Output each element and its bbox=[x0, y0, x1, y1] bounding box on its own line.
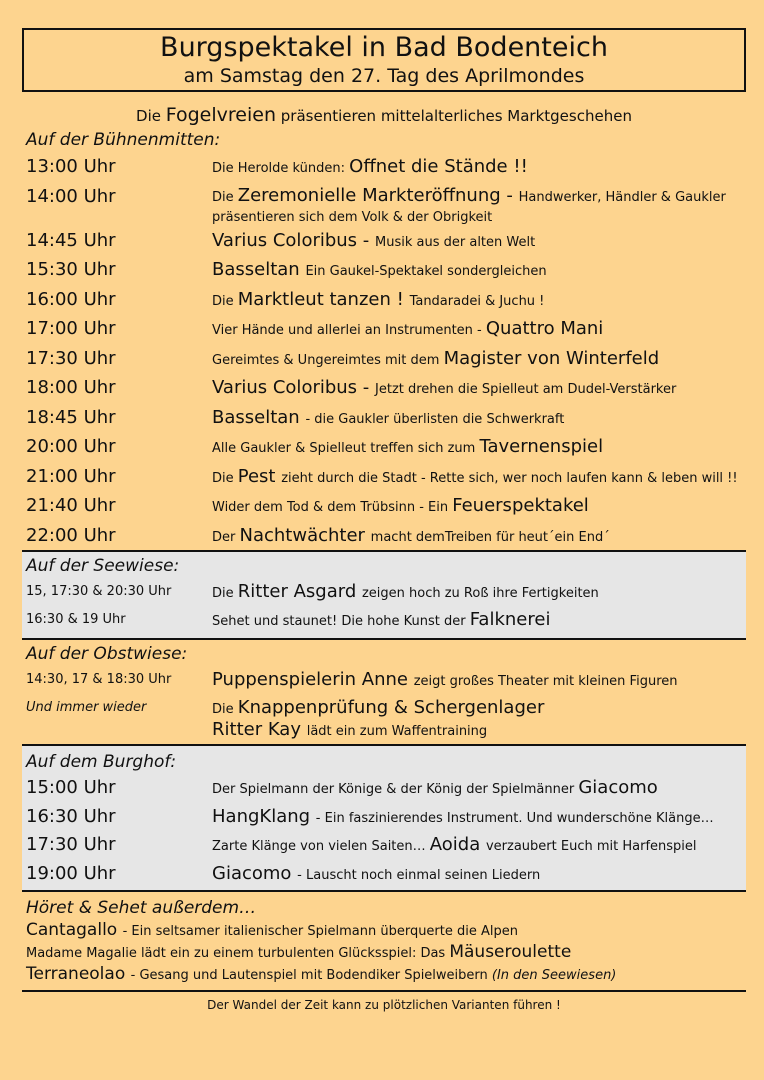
event-text: - Ein faszinierendes Instrument. Und wunderschöne Klänge… bbox=[315, 810, 714, 826]
intro-pre: Die bbox=[136, 107, 166, 125]
event-highlight: HangKlang bbox=[212, 805, 316, 827]
event-text: Tandaradei & Juchu ! bbox=[409, 293, 545, 309]
event-highlight: Cantagallo bbox=[26, 920, 123, 940]
schedule-row bbox=[22, 403, 746, 433]
time-label: 14:45 Uhr bbox=[26, 229, 116, 251]
event-description bbox=[212, 344, 746, 376]
event-text: lädt ein zum Waffentraining bbox=[306, 724, 488, 739]
event-description bbox=[212, 606, 746, 636]
schedule-row bbox=[22, 373, 746, 403]
event-highlight: Zeremonielle Markteröffnung - bbox=[237, 184, 519, 206]
extra-heading: Höret & Sehet außerdem… bbox=[26, 898, 257, 918]
event-text: macht demTreiben für heut´ein End´ bbox=[370, 529, 610, 545]
event-text: Der bbox=[212, 529, 240, 545]
time-label: 21:00 Uhr bbox=[26, 465, 116, 487]
schedule-row bbox=[22, 803, 746, 832]
obstwiese-heading: Auf der Obstwiese: bbox=[26, 644, 188, 664]
page-subtitle: am Samstag den 27. Tag des Aprilmondes bbox=[183, 65, 585, 87]
schedule-row bbox=[22, 285, 746, 315]
event-description bbox=[212, 226, 746, 258]
event-description bbox=[212, 255, 746, 287]
event-description bbox=[212, 491, 746, 523]
event-highlight: Quattro Mani bbox=[485, 318, 604, 339]
event-description bbox=[212, 803, 746, 834]
intro-post: präsentieren mittelalterliches Marktgeschehen bbox=[276, 107, 632, 125]
schedule-row bbox=[22, 344, 746, 374]
time-label: 17:30 Uhr bbox=[26, 347, 116, 369]
seewiese-section bbox=[22, 552, 746, 638]
event-text: Sehet und staunet! Die hohe Kunst der bbox=[212, 614, 470, 629]
schedule-row bbox=[22, 694, 746, 738]
burghof-heading: Auf dem Burghof: bbox=[26, 752, 177, 772]
time-label: Und immer wieder bbox=[26, 700, 147, 715]
event-description bbox=[212, 698, 746, 742]
time-label: 15, 17:30 & 20:30 Uhr bbox=[26, 584, 172, 599]
event-description bbox=[212, 432, 746, 464]
event-highlight: Giacomo bbox=[212, 862, 298, 884]
time-label: 16:30 Uhr bbox=[26, 805, 116, 827]
event-text: - die Gaukler überlisten die Schwerkraft bbox=[305, 411, 565, 427]
event-text: Die bbox=[212, 189, 238, 205]
event-text: Die Herolde künden: bbox=[212, 161, 350, 176]
event-description bbox=[212, 860, 746, 891]
extra-section bbox=[22, 892, 746, 990]
time-label: 16:00 Uhr bbox=[26, 288, 116, 310]
event-text: Der Spielmann der Könige & der König der Spielmänner bbox=[212, 782, 579, 797]
time-label: 21:40 Uhr bbox=[26, 495, 116, 516]
event-text: Die bbox=[212, 586, 238, 601]
event-highlight: Feuerspektakel bbox=[452, 495, 589, 516]
extra-line bbox=[22, 920, 746, 942]
time-label: 17:30 Uhr bbox=[26, 834, 116, 855]
event-text: Musik aus der alten Welt bbox=[375, 234, 536, 250]
event-highlight: Terraneolao bbox=[26, 964, 131, 984]
event-text: Gereimtes & Ungereimtes mit dem bbox=[212, 352, 444, 368]
event-highlight: Magister von Winterfeld bbox=[443, 347, 660, 369]
event-highlight: Pest bbox=[237, 465, 282, 487]
event-description bbox=[212, 152, 746, 184]
time-label: 18:00 Uhr bbox=[26, 377, 116, 398]
schedule-row bbox=[22, 462, 746, 492]
event-description bbox=[212, 666, 746, 696]
event-text: - Gesang und Lautenspiel mit Bodendiker Spielweibern bbox=[130, 968, 492, 983]
event-description bbox=[212, 462, 746, 494]
event-highlight: Aoida bbox=[429, 834, 486, 855]
event-text: Alle Gaukler & Spielleut treffen sich zum bbox=[212, 441, 480, 456]
footer-note: Der Wandel der Zeit kann zu plötzlichen Varianten führen ! bbox=[207, 998, 561, 1012]
time-label: 16:30 & 19 Uhr bbox=[26, 612, 126, 627]
event-description bbox=[212, 521, 746, 553]
intro-line bbox=[22, 102, 746, 128]
event-text: zieht durch die Stadt - Rette sich, wer noch laufen kann & leben will !! bbox=[281, 470, 738, 486]
event-highlight: Varius Coloribus - bbox=[212, 229, 376, 251]
extra-line bbox=[22, 942, 746, 964]
event-description bbox=[212, 186, 746, 228]
intro-highlight: Fogelvreien bbox=[165, 104, 276, 126]
event-highlight: Nachtwächter bbox=[239, 524, 371, 546]
event-text: zeigt großes Theater mit kleinen Figuren bbox=[413, 674, 678, 689]
time-label: 18:45 Uhr bbox=[26, 406, 116, 428]
event-description bbox=[212, 578, 746, 608]
event-text: Die bbox=[212, 702, 238, 717]
time-label: 14:00 Uhr bbox=[26, 185, 116, 207]
burghof-section bbox=[22, 746, 746, 890]
event-highlight: Offnet die Stände !! bbox=[349, 156, 528, 177]
schedule-row bbox=[22, 860, 746, 889]
time-label: 13:00 Uhr bbox=[26, 156, 116, 177]
event-text: Madame Magalie lädt ein zu einem turbulenten Glücksspiel: Das bbox=[26, 946, 450, 961]
event-description bbox=[212, 403, 746, 435]
event-highlight: Falknerei bbox=[469, 609, 551, 630]
event-highlight: Tavernenspiel bbox=[479, 436, 604, 457]
time-label: 14:30, 17 & 18:30 Uhr bbox=[26, 672, 172, 687]
event-text: Handwerker, Händler & Gaukler präsentieren sich dem Volk & der Obrigkeit bbox=[212, 189, 726, 225]
schedule-row bbox=[22, 432, 746, 462]
event-note: (In den Seewiesen) bbox=[491, 968, 617, 983]
event-text: - Lauscht noch einmal seinen Liedern bbox=[297, 867, 541, 883]
page-title: Burgspektakel in Bad Bodenteich bbox=[160, 32, 608, 63]
time-label: 22:00 Uhr bbox=[26, 524, 116, 546]
schedule-row bbox=[22, 578, 746, 606]
event-highlight: Marktleut tanzen ! bbox=[237, 288, 410, 310]
obstwiese-section bbox=[22, 640, 746, 744]
schedule-row bbox=[22, 152, 746, 182]
schedule-row bbox=[22, 606, 746, 634]
time-label: 17:00 Uhr bbox=[26, 318, 116, 339]
schedule-row bbox=[22, 831, 746, 860]
schedule-row bbox=[22, 226, 746, 256]
event-text: Ein Gaukel-Spektakel sondergleichen bbox=[305, 264, 547, 279]
event-highlight: Ritter Kay bbox=[212, 719, 307, 740]
schedule-row bbox=[22, 182, 746, 226]
event-highlight: Puppenspielerin Anne bbox=[212, 669, 414, 690]
poster bbox=[22, 28, 746, 1018]
event-text: - Ein seltsamer italienischer Spielmann überquerte die Alpen bbox=[122, 924, 518, 939]
event-highlight: Mäuseroulette bbox=[449, 942, 572, 962]
time-label: 20:00 Uhr bbox=[26, 436, 116, 457]
extra-line bbox=[22, 964, 746, 986]
event-text: Wider dem Tod & dem Trübsinn - Ein bbox=[212, 500, 453, 515]
event-text: verzaubert Euch mit Harfenspiel bbox=[485, 839, 697, 854]
schedule-row bbox=[22, 255, 746, 285]
time-label: 19:00 Uhr bbox=[26, 862, 116, 884]
schedule-row bbox=[22, 774, 746, 803]
event-text: Die bbox=[212, 293, 238, 309]
title-box bbox=[22, 28, 746, 92]
event-highlight: Knappenprüfung & Schergenlager bbox=[237, 697, 545, 718]
event-text: Zarte Klänge von vielen Saiten… bbox=[212, 839, 430, 854]
time-label: 15:00 Uhr bbox=[26, 777, 116, 798]
schedule-row bbox=[22, 314, 746, 344]
event-text: zeigen hoch zu Roß ihre Fertigkeiten bbox=[361, 586, 599, 601]
schedule-row bbox=[22, 521, 746, 551]
event-text: Jetzt drehen die Spielleut am Dudel-Verstärker bbox=[375, 382, 677, 397]
event-description bbox=[212, 373, 746, 405]
event-text: Die bbox=[212, 470, 238, 486]
event-highlight: Varius Coloribus - bbox=[212, 377, 376, 398]
event-highlight: Basseltan bbox=[212, 259, 306, 280]
event-highlight: Ritter Asgard bbox=[237, 581, 362, 602]
event-highlight: Giacomo bbox=[578, 777, 658, 798]
event-description bbox=[212, 774, 746, 805]
stage-heading: Auf der Bühnenmitten: bbox=[26, 130, 221, 150]
event-text: Vier Hände und allerlei an Instrumenten - bbox=[212, 323, 486, 338]
event-description bbox=[212, 285, 746, 317]
schedule-row bbox=[22, 491, 746, 521]
seewiese-heading: Auf der Seewiese: bbox=[26, 556, 180, 576]
event-description bbox=[212, 314, 746, 346]
time-label: 15:30 Uhr bbox=[26, 259, 116, 280]
event-description bbox=[212, 831, 746, 862]
schedule-row bbox=[22, 666, 746, 694]
stage-section bbox=[22, 128, 746, 550]
event-highlight: Basseltan bbox=[212, 406, 306, 428]
